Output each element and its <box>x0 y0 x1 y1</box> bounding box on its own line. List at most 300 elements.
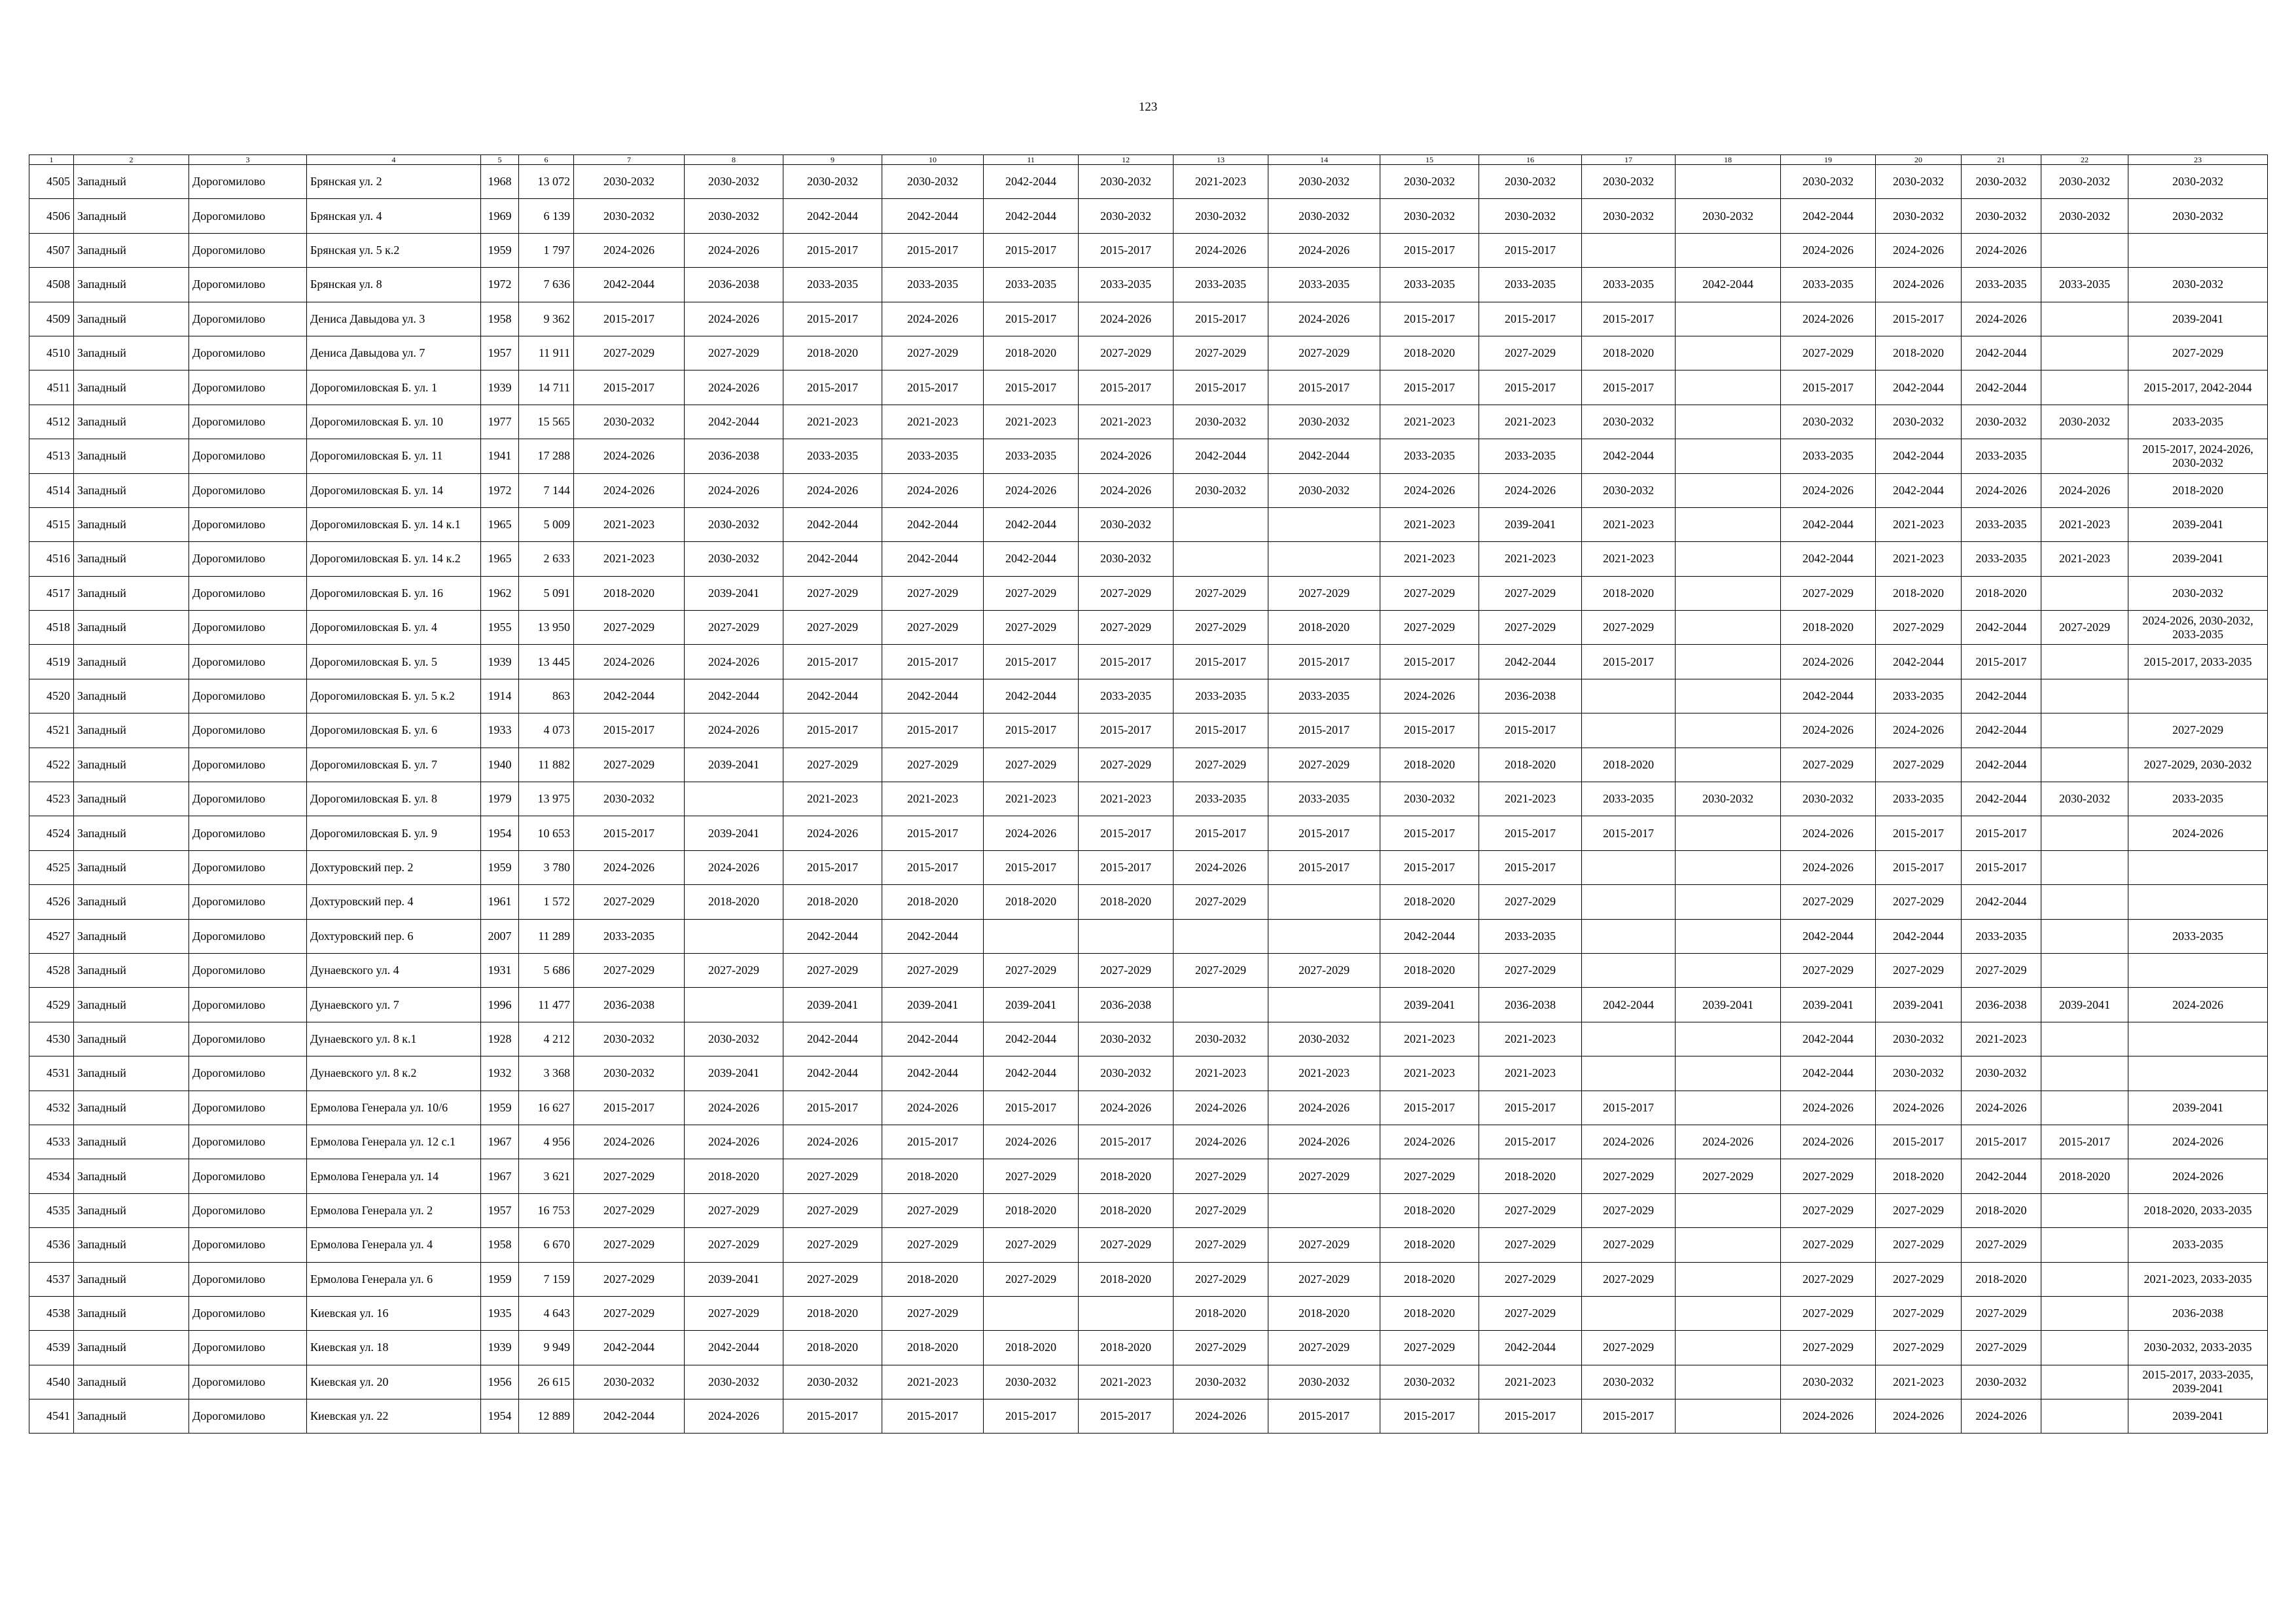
table-cell-col-21: 2015-2017 <box>1962 645 2041 679</box>
table-cell-col-9: 2015-2017 <box>783 370 882 405</box>
table-row <box>29 1262 2268 1296</box>
table-cell-col-8: 2018-2020 <box>685 1159 783 1193</box>
table-cell-col-2: Западный <box>74 953 189 987</box>
table-cell-col-6: 5 686 <box>519 953 574 987</box>
table-cell-col-19: 2042-2044 <box>1781 507 1876 541</box>
table-cell-col-12: 2021-2023 <box>1079 405 1174 439</box>
table-row <box>29 919 2268 953</box>
table-cell-col-14 <box>1268 1193 1380 1227</box>
table-cell-col-6: 14 711 <box>519 370 574 405</box>
table-row <box>29 748 2268 782</box>
table-cell-col-3: Дорогомилово <box>189 748 307 782</box>
table-cell-col-20: 2018-2020 <box>1876 1159 1962 1193</box>
table-cell-col-22 <box>2041 1365 2128 1399</box>
table-cell-col-12: 2030-2032 <box>1079 1022 1174 1056</box>
table-cell-col-4: Дорогомиловская Б. ул. 14 к.1 <box>307 507 481 541</box>
table-cell-col-16: 2036-2038 <box>1479 988 1582 1022</box>
table-cell-col-8: 2039-2041 <box>685 1262 783 1296</box>
table-cell-col-9: 2027-2029 <box>783 953 882 987</box>
table-cell-col-1: 4528 <box>29 953 74 987</box>
table-cell-col-7: 2042-2044 <box>574 1331 685 1365</box>
table-cell-col-8: 2027-2029 <box>685 1228 783 1262</box>
table-cell-col-5: 1941 <box>481 439 519 473</box>
table-cell-col-2: Западный <box>74 988 189 1022</box>
table-cell-col-23 <box>2128 953 2268 987</box>
table-cell-col-5: 1996 <box>481 988 519 1022</box>
table-cell-col-12: 2015-2017 <box>1079 1125 1174 1159</box>
table-cell-col-2: Западный <box>74 885 189 919</box>
table-cell-col-13: 2021-2023 <box>1174 1056 1268 1091</box>
table-cell-col-14: 2027-2029 <box>1268 336 1380 370</box>
table-cell-col-23: 2021-2023, 2033-2035 <box>2128 1262 2268 1296</box>
table-cell-col-6: 6 139 <box>519 199 574 233</box>
table-cell-col-15: 2018-2020 <box>1380 953 1479 987</box>
table-cell-col-8: 2030-2032 <box>685 542 783 576</box>
table-cell-col-22 <box>2041 1193 2128 1227</box>
table-row <box>29 507 2268 541</box>
table-cell-col-6: 7 636 <box>519 268 574 302</box>
table-cell-col-18 <box>1676 679 1781 713</box>
table-cell-col-5: 1958 <box>481 1228 519 1262</box>
table-cell-col-10: 2015-2017 <box>882 850 984 884</box>
table-cell-col-10: 2027-2029 <box>882 336 984 370</box>
table-cell-col-3: Дорогомилово <box>189 507 307 541</box>
table-cell-col-4: Ермолова Генерала ул. 10/6 <box>307 1091 481 1125</box>
column-number-row <box>29 155 2268 165</box>
table-cell-col-2: Западный <box>74 576 189 610</box>
table-cell-col-8: 2024-2026 <box>685 1125 783 1159</box>
table-row <box>29 713 2268 748</box>
table-cell-col-20: 2024-2026 <box>1876 1399 1962 1434</box>
table-cell-col-15: 2018-2020 <box>1380 885 1479 919</box>
table-cell-col-17: 2021-2023 <box>1582 542 1676 576</box>
table-cell-col-20: 2027-2029 <box>1876 885 1962 919</box>
table-cell-col-10: 2027-2029 <box>882 1193 984 1227</box>
table-row <box>29 1296 2268 1330</box>
table-cell-col-23: 2033-2035 <box>2128 919 2268 953</box>
table-cell-col-2: Западный <box>74 1193 189 1227</box>
table-cell-col-22 <box>2041 233 2128 267</box>
table-cell-col-14: 2024-2026 <box>1268 233 1380 267</box>
table-cell-col-12: 2027-2029 <box>1079 576 1174 610</box>
table-cell-col-10: 2039-2041 <box>882 988 984 1022</box>
table-cell-col-7: 2042-2044 <box>574 1399 685 1434</box>
table-cell-col-23 <box>2128 850 2268 884</box>
table-cell-col-16: 2021-2023 <box>1479 1365 1582 1399</box>
table-cell-col-1: 4511 <box>29 370 74 405</box>
table-cell-col-11: 2024-2026 <box>984 816 1079 850</box>
table-cell-col-15: 2030-2032 <box>1380 1365 1479 1399</box>
table-cell-col-20: 2042-2044 <box>1876 645 1962 679</box>
table-cell-col-3: Дорогомилово <box>189 713 307 748</box>
table-cell-col-18 <box>1676 1331 1781 1365</box>
table-row <box>29 1125 2268 1159</box>
table-cell-col-12: 2027-2029 <box>1079 611 1174 645</box>
table-cell-col-4: Дорогомиловская Б. ул. 11 <box>307 439 481 473</box>
table-cell-col-19: 2024-2026 <box>1781 302 1876 336</box>
table-cell-col-13: 2015-2017 <box>1174 302 1268 336</box>
table-cell-col-6: 17 288 <box>519 439 574 473</box>
table-cell-col-1: 4523 <box>29 782 74 816</box>
table-cell-col-7: 2027-2029 <box>574 611 685 645</box>
table-cell-col-20: 2024-2026 <box>1876 713 1962 748</box>
table-cell-col-16: 2033-2035 <box>1479 919 1582 953</box>
table-cell-col-5: 1955 <box>481 611 519 645</box>
table-cell-col-10: 2024-2026 <box>882 1091 984 1125</box>
table-cell-col-14: 2015-2017 <box>1268 816 1380 850</box>
table-cell-col-9: 2024-2026 <box>783 473 882 507</box>
table-cell-col-5: 1965 <box>481 507 519 541</box>
table-cell-col-9: 2027-2029 <box>783 1262 882 1296</box>
table-cell-col-2: Западный <box>74 507 189 541</box>
table-cell-col-4: Дорогомиловская Б. ул. 5 к.2 <box>307 679 481 713</box>
table-cell-col-10: 2042-2044 <box>882 542 984 576</box>
table-cell-col-8: 2039-2041 <box>685 576 783 610</box>
table-cell-col-18 <box>1676 405 1781 439</box>
table-row <box>29 233 2268 267</box>
table-cell-col-18 <box>1676 1056 1781 1091</box>
table-cell-col-19: 2024-2026 <box>1781 816 1876 850</box>
table-cell-col-4: Дунаевского ул. 4 <box>307 953 481 987</box>
table-cell-col-12: 2030-2032 <box>1079 507 1174 541</box>
table-cell-col-14 <box>1268 542 1380 576</box>
table-cell-col-12: 2018-2020 <box>1079 1159 1174 1193</box>
table-cell-col-7: 2027-2029 <box>574 748 685 782</box>
table-cell-col-1: 4522 <box>29 748 74 782</box>
table-cell-col-4: Дохтуровский пер. 2 <box>307 850 481 884</box>
table-cell-col-23: 2033-2035 <box>2128 782 2268 816</box>
table-cell-col-5: 1969 <box>481 199 519 233</box>
table-cell-col-3: Дорогомилово <box>189 1193 307 1227</box>
table-cell-col-19: 2030-2032 <box>1781 405 1876 439</box>
table-cell-col-2: Западный <box>74 1262 189 1296</box>
table-cell-col-9: 2030-2032 <box>783 165 882 199</box>
table-cell-col-1: 4529 <box>29 988 74 1022</box>
table-cell-col-5: 1954 <box>481 816 519 850</box>
table-cell-col-19: 2027-2029 <box>1781 953 1876 987</box>
table-cell-col-21: 2024-2026 <box>1962 233 2041 267</box>
table-cell-col-10: 2015-2017 <box>882 370 984 405</box>
table-cell-col-8 <box>685 919 783 953</box>
table-cell-col-2: Западный <box>74 199 189 233</box>
column-number-13: 13 <box>1174 155 1268 165</box>
table-cell-col-7: 2030-2032 <box>574 1056 685 1091</box>
table-cell-col-21: 2042-2044 <box>1962 713 2041 748</box>
table-cell-col-10: 2027-2029 <box>882 1228 984 1262</box>
table-cell-col-8: 2039-2041 <box>685 748 783 782</box>
table-cell-col-7: 2024-2026 <box>574 233 685 267</box>
table-cell-col-20: 2039-2041 <box>1876 988 1962 1022</box>
table-cell-col-11: 2027-2029 <box>984 1228 1079 1262</box>
table-cell-col-19: 2039-2041 <box>1781 988 1876 1022</box>
table-cell-col-14: 2015-2017 <box>1268 713 1380 748</box>
table-cell-col-1: 4509 <box>29 302 74 336</box>
table-cell-col-21: 2027-2029 <box>1962 1296 2041 1330</box>
table-cell-col-2: Западный <box>74 1125 189 1159</box>
table-cell-col-14: 2021-2023 <box>1268 1056 1380 1091</box>
table-cell-col-15: 2039-2041 <box>1380 988 1479 1022</box>
table-cell-col-11: 2027-2029 <box>984 576 1079 610</box>
table-row <box>29 1056 2268 1091</box>
table-cell-col-15: 2018-2020 <box>1380 1228 1479 1262</box>
table-cell-col-17 <box>1582 1296 1676 1330</box>
table-cell-col-13: 2030-2032 <box>1174 1022 1268 1056</box>
table-cell-col-15: 2015-2017 <box>1380 1399 1479 1434</box>
table-cell-col-14: 2015-2017 <box>1268 645 1380 679</box>
table-cell-col-14: 2027-2029 <box>1268 1228 1380 1262</box>
table-cell-col-6: 863 <box>519 679 574 713</box>
table-cell-col-9: 2024-2026 <box>783 1125 882 1159</box>
table-cell-col-4: Дорогомиловская Б. ул. 7 <box>307 748 481 782</box>
table-cell-col-17: 2018-2020 <box>1582 336 1676 370</box>
table-cell-col-2: Западный <box>74 679 189 713</box>
table-cell-col-6: 13 445 <box>519 645 574 679</box>
table-cell-col-13: 2030-2032 <box>1174 405 1268 439</box>
table-cell-col-23 <box>2128 679 2268 713</box>
table-cell-col-12: 2030-2032 <box>1079 1056 1174 1091</box>
table-cell-col-7: 2027-2029 <box>574 1159 685 1193</box>
table-cell-col-3: Дорогомилово <box>189 1125 307 1159</box>
table-cell-col-21: 2027-2029 <box>1962 953 2041 987</box>
column-number-22: 22 <box>2041 155 2128 165</box>
table-cell-col-9: 2021-2023 <box>783 782 882 816</box>
table-cell-col-10: 2042-2044 <box>882 679 984 713</box>
table-cell-col-7: 2027-2029 <box>574 336 685 370</box>
table-cell-col-6: 7 144 <box>519 473 574 507</box>
table-cell-col-11: 2018-2020 <box>984 1193 1079 1227</box>
table-cell-col-11: 2042-2044 <box>984 507 1079 541</box>
table-cell-col-18: 2042-2044 <box>1676 268 1781 302</box>
table-cell-col-21: 2027-2029 <box>1962 1228 2041 1262</box>
table-cell-col-5: 1972 <box>481 473 519 507</box>
table-cell-col-14 <box>1268 919 1380 953</box>
table-cell-col-19: 2024-2026 <box>1781 1125 1876 1159</box>
table-cell-col-23: 2015-2017, 2024-2026, 2030-2032 <box>2128 439 2268 473</box>
table-cell-col-2: Западный <box>74 748 189 782</box>
column-number-2: 2 <box>74 155 189 165</box>
table-cell-col-14: 2027-2029 <box>1268 1159 1380 1193</box>
table-cell-col-13: 2027-2029 <box>1174 748 1268 782</box>
table-cell-col-3: Дорогомилово <box>189 645 307 679</box>
table-cell-col-5: 1914 <box>481 679 519 713</box>
table-cell-col-9: 2042-2044 <box>783 1022 882 1056</box>
table-cell-col-11: 2015-2017 <box>984 233 1079 267</box>
table-cell-col-22 <box>2041 302 2128 336</box>
table-cell-col-11: 2039-2041 <box>984 988 1079 1022</box>
table-cell-col-5: 1959 <box>481 850 519 884</box>
table-cell-col-10: 2015-2017 <box>882 233 984 267</box>
table-cell-col-7: 2030-2032 <box>574 1022 685 1056</box>
table-cell-col-12: 2027-2029 <box>1079 953 1174 987</box>
table-cell-col-9: 2024-2026 <box>783 816 882 850</box>
table-cell-col-17: 2015-2017 <box>1582 816 1676 850</box>
column-number-11: 11 <box>984 155 1079 165</box>
table-cell-col-16: 2027-2029 <box>1479 1296 1582 1330</box>
table-row <box>29 782 2268 816</box>
table-cell-col-18 <box>1676 1296 1781 1330</box>
table-cell-col-23: 2033-2035 <box>2128 1228 2268 1262</box>
column-number-23: 23 <box>2128 155 2268 165</box>
table-cell-col-13: 2024-2026 <box>1174 1399 1268 1434</box>
table-cell-col-20: 2030-2032 <box>1876 165 1962 199</box>
table-cell-col-18 <box>1676 1193 1781 1227</box>
table-cell-col-6: 13 975 <box>519 782 574 816</box>
table-cell-col-20: 2027-2029 <box>1876 953 1962 987</box>
table-cell-col-8: 2024-2026 <box>685 1091 783 1125</box>
table-cell-col-11: 2015-2017 <box>984 713 1079 748</box>
table-cell-col-11: 2024-2026 <box>984 473 1079 507</box>
table-cell-col-18 <box>1676 302 1781 336</box>
table-cell-col-9: 2015-2017 <box>783 850 882 884</box>
table-cell-col-6: 2 633 <box>519 542 574 576</box>
table-cell-col-20: 2015-2017 <box>1876 850 1962 884</box>
table-cell-col-18 <box>1676 1399 1781 1434</box>
table-cell-col-2: Западный <box>74 439 189 473</box>
table-cell-col-13: 2033-2035 <box>1174 268 1268 302</box>
table-cell-col-17 <box>1582 1022 1676 1056</box>
table-cell-col-20: 2030-2032 <box>1876 1022 1962 1056</box>
table-cell-col-19: 2027-2029 <box>1781 748 1876 782</box>
table-cell-col-16: 2015-2017 <box>1479 713 1582 748</box>
table-cell-col-10: 2018-2020 <box>882 1159 984 1193</box>
table-cell-col-8: 2024-2026 <box>685 302 783 336</box>
table-cell-col-9: 2042-2044 <box>783 679 882 713</box>
table-cell-col-15: 2015-2017 <box>1380 713 1479 748</box>
table-cell-col-15: 2027-2029 <box>1380 1159 1479 1193</box>
table-cell-col-8 <box>685 988 783 1022</box>
table-cell-col-11: 2042-2044 <box>984 542 1079 576</box>
table-cell-col-20: 2027-2029 <box>1876 1262 1962 1296</box>
table-cell-col-23: 2015-2017, 2033-2035 <box>2128 645 2268 679</box>
table-row <box>29 405 2268 439</box>
table-cell-col-4: Дорогомиловская Б. ул. 9 <box>307 816 481 850</box>
table-cell-col-23: 2027-2029, 2030-2032 <box>2128 748 2268 782</box>
table-cell-col-21: 2033-2035 <box>1962 439 2041 473</box>
table-cell-col-1: 4513 <box>29 439 74 473</box>
table-cell-col-6: 11 289 <box>519 919 574 953</box>
table-cell-col-22 <box>2041 370 2128 405</box>
table-cell-col-7: 2015-2017 <box>574 1091 685 1125</box>
table-cell-col-22 <box>2041 1056 2128 1091</box>
table-cell-col-11: 2024-2026 <box>984 1125 1079 1159</box>
table-cell-col-20: 2027-2029 <box>1876 1331 1962 1365</box>
table-cell-col-12: 2024-2026 <box>1079 439 1174 473</box>
column-number-20: 20 <box>1876 155 1962 165</box>
table-row <box>29 885 2268 919</box>
table-cell-col-6: 4 212 <box>519 1022 574 1056</box>
table-cell-col-5: 1958 <box>481 302 519 336</box>
table-cell-col-3: Дорогомилово <box>189 199 307 233</box>
table-cell-col-6: 16 627 <box>519 1091 574 1125</box>
table-cell-col-21: 2033-2035 <box>1962 507 2041 541</box>
table-cell-col-20: 2021-2023 <box>1876 507 1962 541</box>
table-cell-col-10: 2027-2029 <box>882 953 984 987</box>
table-cell-col-3: Дорогомилово <box>189 405 307 439</box>
table-cell-col-5: 1961 <box>481 885 519 919</box>
table-cell-col-19: 2042-2044 <box>1781 1056 1876 1091</box>
table-cell-col-2: Западный <box>74 816 189 850</box>
table-cell-col-2: Западный <box>74 1022 189 1056</box>
table-cell-col-16: 2033-2035 <box>1479 439 1582 473</box>
table-cell-col-15: 2018-2020 <box>1380 1296 1479 1330</box>
table-cell-col-13: 2015-2017 <box>1174 645 1268 679</box>
table-cell-col-6: 1 797 <box>519 233 574 267</box>
table-cell-col-12: 2027-2029 <box>1079 748 1174 782</box>
table-cell-col-8: 2042-2044 <box>685 679 783 713</box>
table-cell-col-1: 4526 <box>29 885 74 919</box>
table-row <box>29 576 2268 610</box>
table-cell-col-9: 2027-2029 <box>783 1228 882 1262</box>
table-cell-col-5: 1959 <box>481 1091 519 1125</box>
table-cell-col-10: 2015-2017 <box>882 1125 984 1159</box>
table-cell-col-14: 2027-2029 <box>1268 1331 1380 1365</box>
table-cell-col-17: 2018-2020 <box>1582 576 1676 610</box>
table-cell-col-12: 2015-2017 <box>1079 713 1174 748</box>
table-cell-col-3: Дорогомилово <box>189 850 307 884</box>
table-cell-col-9: 2021-2023 <box>783 405 882 439</box>
table-cell-col-5: 1979 <box>481 782 519 816</box>
table-cell-col-23 <box>2128 1022 2268 1056</box>
table-cell-col-10: 2018-2020 <box>882 1331 984 1365</box>
table-cell-col-14: 2027-2029 <box>1268 576 1380 610</box>
table-cell-col-6: 13 950 <box>519 611 574 645</box>
table-cell-col-19: 2042-2044 <box>1781 199 1876 233</box>
table-cell-col-1: 4527 <box>29 919 74 953</box>
table-row <box>29 1331 2268 1365</box>
column-number-14: 14 <box>1268 155 1380 165</box>
table-cell-col-2: Западный <box>74 850 189 884</box>
table-cell-col-23 <box>2128 885 2268 919</box>
table-cell-col-2: Западный <box>74 919 189 953</box>
table-cell-col-15: 2027-2029 <box>1380 611 1479 645</box>
table-cell-col-7: 2024-2026 <box>574 439 685 473</box>
table-cell-col-17: 2018-2020 <box>1582 748 1676 782</box>
table-cell-col-3: Дорогомилово <box>189 439 307 473</box>
table-cell-col-9: 2015-2017 <box>783 1399 882 1434</box>
table-cell-col-6: 7 159 <box>519 1262 574 1296</box>
table-cell-col-9: 2039-2041 <box>783 988 882 1022</box>
table-cell-col-4: Дорогомиловская Б. ул. 6 <box>307 713 481 748</box>
table-cell-col-3: Дорогомилово <box>189 1056 307 1091</box>
table-cell-col-2: Западный <box>74 1056 189 1091</box>
table-cell-col-22 <box>2041 1022 2128 1056</box>
table-cell-col-9: 2027-2029 <box>783 1193 882 1227</box>
column-number-12: 12 <box>1079 155 1174 165</box>
table-cell-col-18 <box>1676 1022 1781 1056</box>
table-cell-col-19: 2024-2026 <box>1781 850 1876 884</box>
table-cell-col-16: 2015-2017 <box>1479 233 1582 267</box>
table-cell-col-20: 2021-2023 <box>1876 542 1962 576</box>
table-cell-col-7: 2018-2020 <box>574 576 685 610</box>
table-cell-col-18 <box>1676 885 1781 919</box>
table-cell-col-22 <box>2041 748 2128 782</box>
table-cell-col-10: 2021-2023 <box>882 782 984 816</box>
table-cell-col-17: 2024-2026 <box>1582 1125 1676 1159</box>
table-cell-col-8: 2030-2032 <box>685 165 783 199</box>
table-cell-col-11: 2018-2020 <box>984 885 1079 919</box>
table-cell-col-21: 2042-2044 <box>1962 336 2041 370</box>
table-cell-col-1: 4525 <box>29 850 74 884</box>
table-cell-col-4: Дунаевского ул. 8 к.2 <box>307 1056 481 1091</box>
table-cell-col-21: 2036-2038 <box>1962 988 2041 1022</box>
table-cell-col-20: 2042-2044 <box>1876 370 1962 405</box>
table-cell-col-6: 9 949 <box>519 1331 574 1365</box>
table-cell-col-6: 1 572 <box>519 885 574 919</box>
table-cell-col-15: 2030-2032 <box>1380 199 1479 233</box>
table-cell-col-11: 2018-2020 <box>984 336 1079 370</box>
table-cell-col-5: 1972 <box>481 268 519 302</box>
table-cell-col-11: 2033-2035 <box>984 268 1079 302</box>
